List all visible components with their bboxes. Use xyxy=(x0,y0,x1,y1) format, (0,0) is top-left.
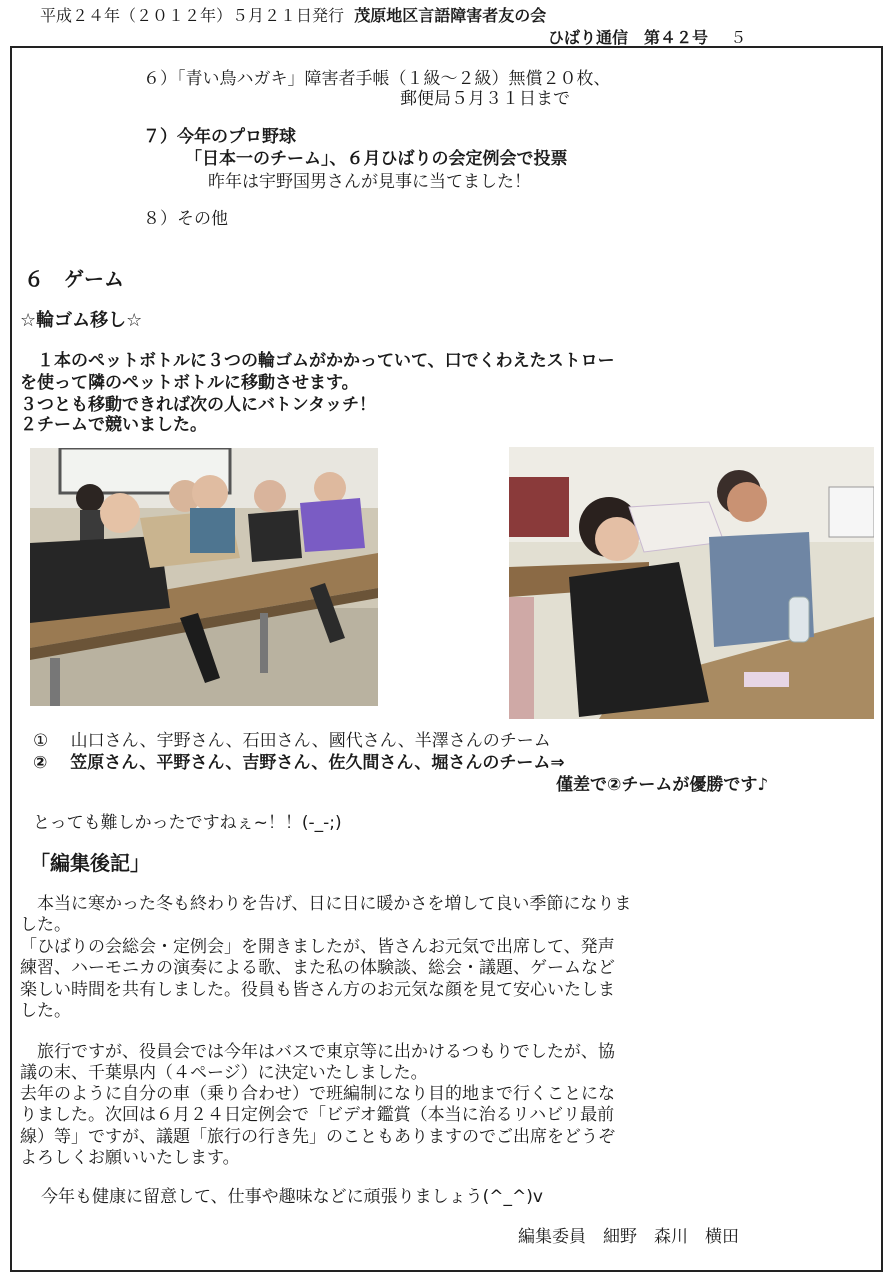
game-heading: ６ ゲーム xyxy=(24,267,124,291)
game-photo-left xyxy=(30,448,378,706)
afterword-line: 練習、ハーモニカの演奏による歌、また私の体験談、総会・議題、ゲームなど xyxy=(20,958,615,978)
header-date: 平成２４年（２０１２年）５月２１日発行 茂原地区言語障害者友の会 xyxy=(40,6,547,25)
afterword-line: した。 xyxy=(20,1001,71,1021)
game-para-1: １本のペットボトルに３つの輪ゴムがかかっていて、口でくわえたストロー xyxy=(20,351,615,371)
item-7-line3: 昨年は宇野国男さんが見事に当てました！ xyxy=(208,172,531,192)
game-comment: とっても難しかったですねぇ~！！(-_-;) xyxy=(33,813,342,833)
afterword-closing: 今年も健康に留意して、仕事や趣味などに頑張りましょう(^_^)v xyxy=(24,1187,543,1207)
game-photo-right xyxy=(509,447,874,719)
game-result: 僅差で②チームが優勝です♪ xyxy=(556,775,769,795)
editors: 編集委員 細野 森川 横田 xyxy=(518,1227,739,1247)
header-org: 茂原地区言語障害者友の会 xyxy=(354,6,547,25)
item-6-line1: ６）「青い鳥ハガキ」障害者手帳（１級～２級）無償２０枚、 xyxy=(143,69,611,89)
afterword-line: 議の末、千葉県内（４ページ）に決定いたしました。 xyxy=(20,1063,428,1083)
afterword-line: りました。次回は６月２４日定例会で「ビデオ鑑賞（本当に治るリハビリ最前 xyxy=(20,1105,615,1125)
item-7-line2: 「日本一のチーム」、６月ひばりの会定例会で投票 xyxy=(185,149,568,169)
team-2: ② 笠原さん、平野さん、吉野さん、佐久間さん、堀さんのチーム⇒ xyxy=(33,753,565,773)
team-1: ① 山口さん、宇野さん、石田さん、國代さん、半澤さんのチーム xyxy=(33,731,551,751)
afterword-line: 去年のように自分の車（乗り合わせ）で班編制になり目的地まで行くことにな xyxy=(20,1084,615,1104)
game-para-3: ３つとも移動できれば次の人にバトンタッチ！ xyxy=(20,395,376,415)
game-para-2: を使って隣のペットボトルに移動させます。 xyxy=(20,373,359,393)
afterword-heading: 「編集後記」 xyxy=(30,851,150,875)
item-6-line2: 郵便局５月３１日まで xyxy=(400,89,570,109)
afterword-line: 楽しい時間を共有しました。役員も皆さん方のお元気な顔を見て安心いたしま xyxy=(20,980,615,1000)
page-number: ５ xyxy=(730,28,747,47)
afterword-line: 旅行ですが、役員会では今年はバスで東京等に出かけるつもりでしたが、協 xyxy=(20,1042,615,1062)
afterword-line: した。 xyxy=(20,915,71,935)
game-subheading: ☆輪ゴム移し☆ xyxy=(20,310,143,331)
afterword-line: よろしくお願いいたします。 xyxy=(20,1148,240,1168)
item-8: ８）その他 xyxy=(143,209,228,229)
game-para-4: ２チームで競いました。 xyxy=(20,415,207,435)
afterword-line: 本当に寒かった冬も終わりを告げ、日に日に暖かさを増して良い季節になりま xyxy=(20,894,632,914)
header-newsletter: ひばり通信 第４２号 ５ xyxy=(548,28,747,47)
item-7-line1: ７）今年のプロ野球 xyxy=(143,127,296,147)
afterword-line: 線）等」ですが、議題「旅行の行き先」のこともありますのでご出席をどうぞ xyxy=(20,1127,615,1147)
afterword-line: 「ひばりの会総会・定例会」を開きましたが、皆さんお元気で出席して、発声 xyxy=(20,937,615,957)
